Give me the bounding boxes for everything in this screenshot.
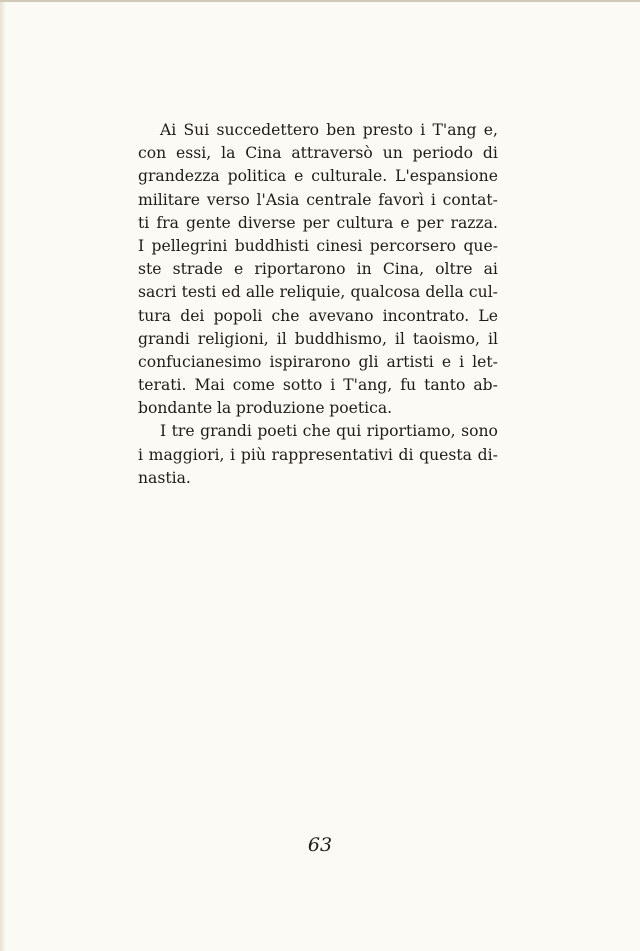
- text-line: Ai Sui succedettero ben presto i T'ang e,: [160, 121, 498, 139]
- text-line: i maggiori, i più rappresentativi di questa di-: [138, 445, 498, 464]
- text-line: I tre grandi poeti che qui riportiamo, sono: [160, 422, 498, 441]
- text-line: terati. Mai come sotto i T'ang, fu tanto ab-: [138, 376, 498, 395]
- page-edge-shadow: [0, 2, 6, 951]
- text-line: ti fra gente diverse per cultura e per razza.: [138, 213, 498, 232]
- text-line: tura dei popoli che avevano incontrato. Le: [138, 306, 498, 325]
- text-line: I pellegrini buddhisti cinesi percorsero que-: [138, 236, 498, 255]
- text-line: grandezza politica e culturale. L'espansione: [138, 167, 498, 186]
- text-line: nastia.: [138, 468, 191, 487]
- text-line: bondante la produzione poetica.: [138, 399, 393, 418]
- body-text: [138, 119, 498, 490]
- page-number: 63: [307, 834, 333, 856]
- text-line: militare verso l'Asia centrale favorì i contat-: [138, 190, 498, 209]
- text-line: grandi religioni, il buddhismo, il taoismo, il: [138, 329, 498, 348]
- text-line: ste strade e riportarono in Cina, oltre ai: [138, 260, 498, 279]
- text-line: confucianesimo ispirarono gli artisti e i let-: [138, 352, 498, 371]
- text-line: con essi, la Cina attraversò un periodo di: [138, 144, 498, 163]
- text-line: sacri testi ed alle reliquie, qualcosa della cul-: [138, 283, 498, 302]
